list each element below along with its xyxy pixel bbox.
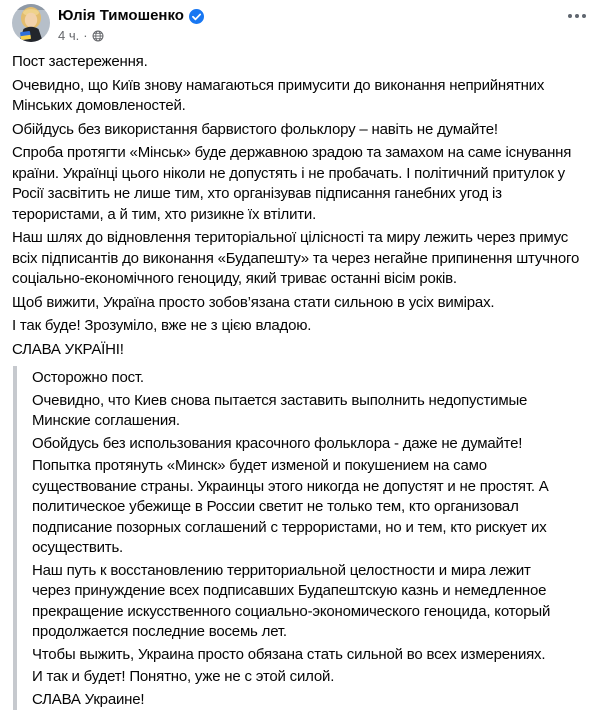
quote-paragraph: Попытка протянуть «Минск» будет изменой и покушением на само существование страны. Украинцы этого никогда не допустят и не простят. А политическое убежище в России светит не только тем, кто организовал подписание позорных соглашений с террористами, но и тем, кто рискует их осуществить.: [32, 456, 558, 559]
avatar-image: [12, 4, 50, 42]
post-paragraph: Пост застереження.: [12, 52, 592, 73]
post-paragraph: Обійдусь без використання барвистого фольклору – навіть не думайте!: [12, 120, 592, 141]
more-options-button[interactable]: [562, 4, 588, 24]
post-paragraph: І так буде! Зрозуміло, вже не з цією владою.: [12, 316, 592, 337]
dot-icon: [568, 14, 572, 18]
post-text: [0, 52, 604, 360]
avatar[interactable]: [12, 4, 50, 42]
quote-paragraph: Чтобы выжить, Украина просто обязана стать сильной во всех измерениях.: [32, 645, 558, 666]
quoted-translation: [13, 366, 592, 710]
post-paragraph: СЛАВА УКРАЇНІ!: [12, 340, 592, 361]
post-paragraph: Спроба протягти «Мінськ» буде державною зрадою та замахом на саме існування країни. Українці цього ніколи не допустять і не пробачать. І політичний притулок у Росії засвітить не лише тим, хто організував підписання ганебних угод із терористами, а й тим, хто ризикне їх втілити.: [12, 143, 592, 225]
author-name[interactable]: Юлія Тимошенко: [58, 6, 184, 26]
quote-paragraph: СЛАВА Украине!: [32, 690, 558, 710]
post-paragraph: Щоб вижити, Україна просто зобов’язана стати сильною в усіх вимірах.: [12, 293, 592, 314]
verified-badge-icon: [189, 9, 204, 24]
timestamp[interactable]: 4 ч.: [58, 27, 79, 44]
quote-paragraph: Осторожно пост.: [32, 368, 558, 389]
quote-paragraph: И так и будет! Понятно, уже не с этой силой.: [32, 667, 558, 688]
post-meta: [58, 27, 562, 44]
name-row: [58, 4, 562, 26]
post-paragraph: Наш шлях до відновлення територіальної цілісності та миру лежить через примус всіх підписантів до виконання «Будапешту» та через негайне припинення штучного соціально-економічного геноциду, який триває останні вісім років.: [12, 228, 592, 290]
post-paragraph: Очевидно, що Київ знову намагаються примусити до виконання неприйнятних Мінських домовленостей.: [12, 76, 592, 117]
header-info: [58, 4, 562, 44]
quote-paragraph: Обойдусь без использования красочного фольклора - даже не думайте!: [32, 434, 558, 455]
dot-icon: [575, 14, 579, 18]
globe-icon: [92, 30, 104, 42]
post-header: [0, 0, 604, 44]
quote-paragraph: Очевидно, что Киев снова пытается заставить выполнить недопустимые Минские соглашения.: [32, 391, 558, 432]
meta-separator: ·: [83, 27, 87, 44]
dot-icon: [582, 14, 586, 18]
quote-paragraph: Наш путь к восстановлению территориальной целостности и мира лежит через принуждение всех подписавших Будапештскую казнь и немедленное прекращение искусственного социально-экономического геноцида, который продолжается последние восемь лет.: [32, 561, 558, 643]
